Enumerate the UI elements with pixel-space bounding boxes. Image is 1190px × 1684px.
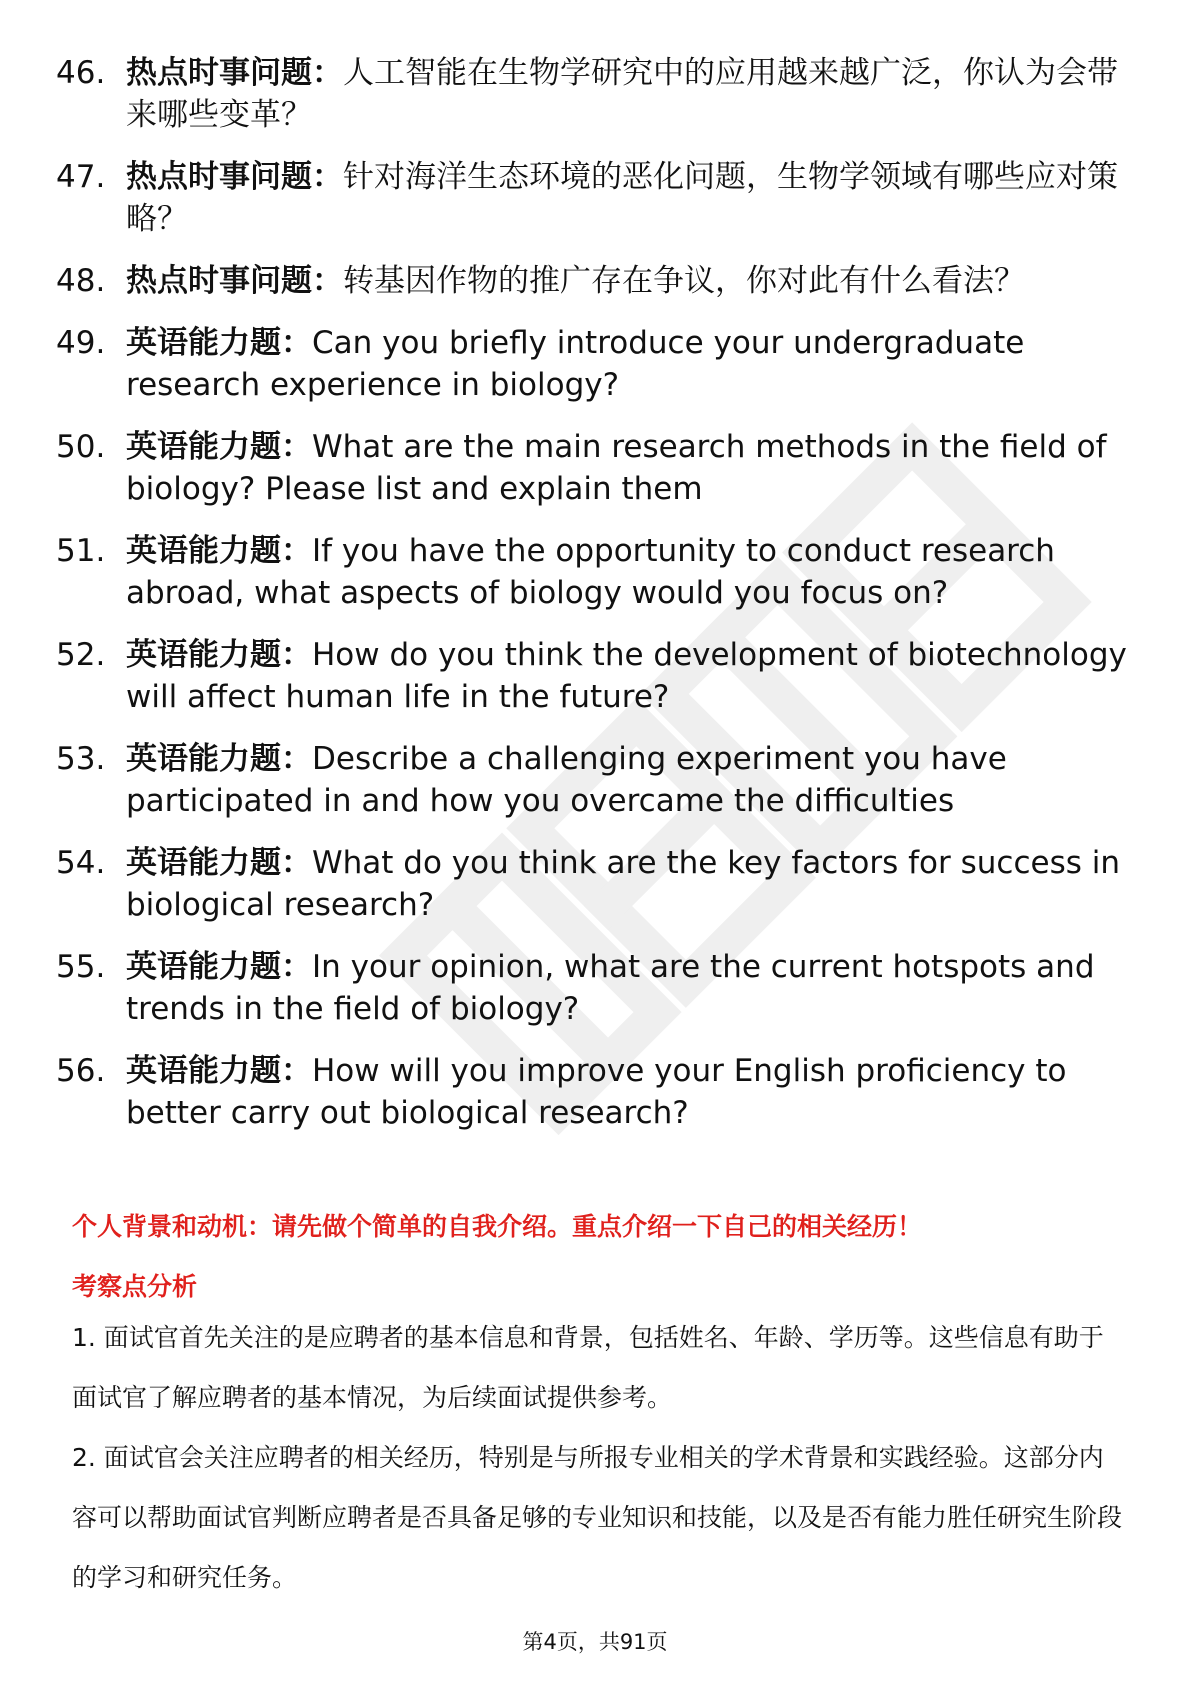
question-category: 英语能力题： [126, 845, 312, 881]
question-item [56, 322, 1136, 406]
question-item [56, 946, 1136, 1030]
question-number: 49. [56, 325, 106, 361]
question-item [56, 260, 1136, 302]
question-item [56, 842, 1136, 926]
question-text: What are the main research methods in the field of biology? Please list and explain them [126, 429, 1107, 507]
question-text: In your opinion, what are the current hotspots and trends in the field of biology? [126, 949, 1095, 1027]
question-text: How do you think the development of biotechnology will affect human life in the future? [126, 637, 1127, 715]
question-body [126, 52, 1136, 136]
question-body [126, 634, 1136, 718]
question-list [56, 52, 1136, 1154]
question-category: 英语能力题： [126, 429, 312, 465]
question-item [56, 426, 1136, 510]
question-category: 英语能力题： [126, 637, 312, 673]
question-number: 54. [56, 845, 106, 881]
question-number: 55. [56, 949, 106, 985]
analysis-title: 考察点分析 [72, 1272, 198, 1301]
analysis-paragraphs [72, 1308, 1122, 1608]
question-text: 转基因作物的推广存在争议，你对此有什么看法？ [343, 263, 1025, 299]
question-number: 48. [56, 263, 106, 299]
question-body [126, 156, 1136, 240]
question-category: 英语能力题： [126, 533, 312, 569]
question-text: 针对海洋生态环境的恶化问题，生物学领域有哪些应对策略？ [126, 159, 1118, 237]
background-motivation-heading: 个人背景和动机：请先做个简单的自我介绍。重点介绍一下自己的相关经历！ [72, 1212, 923, 1241]
question-number: 52. [56, 637, 106, 673]
analysis-paragraph: 2. 面试官会关注应聘者的相关经历，特别是与所报专业相关的学术背景和实践经验。这部分内容可以帮助面试官判断应聘者是否具备足够的专业知识和技能，以及是否有能力胜任研究生阶段的学习和研究任务。 [72, 1443, 1123, 1592]
question-number: 53. [56, 741, 106, 777]
question-category: 英语能力题： [126, 949, 312, 985]
section-heading [72, 1210, 1122, 1244]
question-body [126, 946, 1136, 1030]
question-text: Describe a challenging experiment you have participated in and how you overcame the difficulties [126, 741, 1007, 819]
question-number: 47. [56, 159, 106, 195]
question-item [56, 634, 1136, 718]
question-body [126, 260, 1136, 302]
question-number: 51. [56, 533, 106, 569]
question-category: 英语能力题： [126, 1053, 312, 1089]
question-category: 热点时事问题： [126, 159, 343, 195]
question-category: 英语能力题： [126, 325, 312, 361]
question-item [56, 1050, 1136, 1134]
question-item [56, 530, 1136, 614]
question-category: 英语能力题： [126, 741, 312, 777]
question-text: What do you think are the key factors for success in biological research? [126, 845, 1120, 923]
question-body [126, 842, 1136, 926]
question-number: 56. [56, 1053, 106, 1089]
question-body [126, 322, 1136, 406]
question-text: 人工智能在生物学研究中的应用越来越广泛，你认为会带来哪些变革？ [126, 55, 1118, 133]
question-number: 46. [56, 55, 106, 91]
question-body [126, 738, 1136, 822]
question-number: 50. [56, 429, 106, 465]
question-category: 热点时事问题： [126, 55, 343, 91]
question-body [126, 1050, 1136, 1134]
question-body [126, 530, 1136, 614]
question-item [56, 738, 1136, 822]
question-category: 热点时事问题： [126, 263, 343, 299]
analysis-paragraph: 1. 面试官首先关注的是应聘者的基本信息和背景，包括姓名、年龄、学历等。这些信息有助于面试官了解应聘者的基本情况，为后续面试提供参考。 [72, 1323, 1104, 1412]
question-item [56, 156, 1136, 240]
question-text: How will you improve your English proficiency to better carry out biological research? [126, 1053, 1067, 1131]
page-footer: 第4页，共91页 [522, 1630, 668, 1654]
question-item [56, 52, 1136, 136]
question-text: Can you briefly introduce your undergraduate research experience in biology? [126, 325, 1025, 403]
analysis-heading-block [72, 1270, 1122, 1304]
question-text: If you have the opportunity to conduct research abroad, what aspects of biology would you focus on? [126, 533, 1055, 611]
question-body [126, 426, 1136, 510]
